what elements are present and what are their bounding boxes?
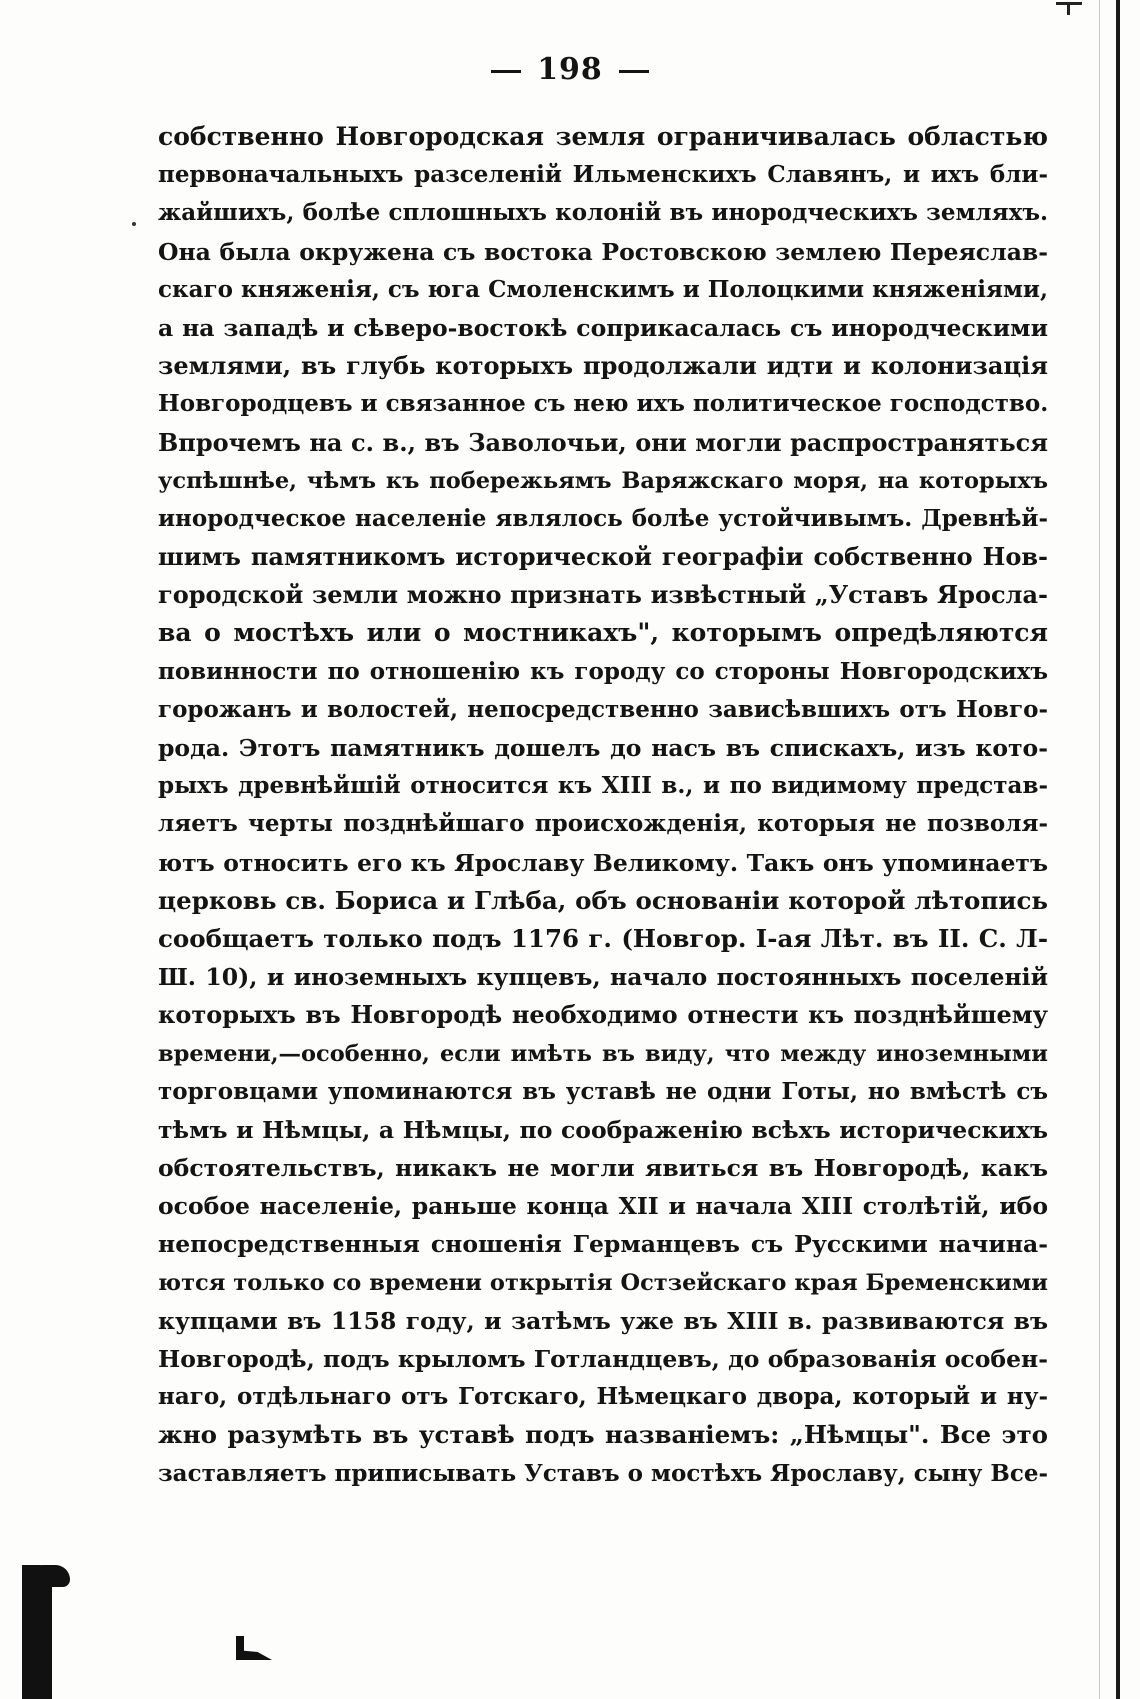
text-line: Она была окружена съ востока Ростовскою землею Переяслав-	[158, 237, 1048, 266]
scan-ink-blot-left	[22, 1565, 52, 1699]
text-line: обстоятельствъ, никакъ не могли явиться въ Новгородѣ, какъ	[158, 1154, 1048, 1183]
text-line: ются только со времени открытія Остзейскаго края Бременскими	[158, 1269, 1048, 1296]
text-line: первоначальныхъ разселеній Ильменскихъ Славянъ, и ихъ бли-	[158, 161, 1048, 189]
page-number-dash-right	[619, 70, 649, 73]
text-line: непосредственныя сношенія Германцевъ съ Русскими начина-	[158, 1230, 1048, 1259]
scan-margin-dot	[132, 222, 136, 226]
text-line: особое населеніе, раньше конца XII и начала XIII столѣтій, ибо	[158, 1192, 1048, 1221]
text-line: скаго княженія, съ юга Смоленскимъ и Полоцкими княженіями,	[158, 275, 1048, 303]
text-line: рода. Этотъ памятникъ дошелъ до насъ въ спискахъ, изъ кото-	[158, 734, 1048, 762]
text-line: Новгородцевъ и связанное съ нею ихъ политическое господство.	[158, 390, 1048, 418]
text-line: а на западѣ и сѣверо-востокѣ соприкасалась съ инородческими	[158, 313, 1048, 342]
text-line: Впрочемъ на с. в., въ Заволочьи, они могли распространяться	[158, 427, 1048, 457]
text-line: успѣшнѣе, чѣмъ къ побережьямъ Варяжскаго моря, на которыхъ	[158, 467, 1048, 494]
text-line: рыхъ древнѣйшій относится къ XIII в., и по видимому представ-	[158, 772, 1048, 800]
scan-ink-blot-bottom	[236, 1636, 274, 1660]
text-line: купцами въ 1158 году, и затѣмъ уже въ XIII в. развиваются въ	[158, 1306, 1048, 1335]
text-line: собственно Новгородская земля ограничивалась областью	[158, 122, 1048, 151]
page-number-header	[0, 52, 1140, 87]
text-line: повинности по отношенію къ городу со стороны Новгородскихъ	[158, 657, 1048, 685]
text-line: шимъ памятникомъ исторической географіи собственно Нов-	[158, 542, 1048, 572]
text-line: церковь св. Бориса и Глѣба, объ основаніи которой лѣтопись	[158, 885, 1048, 915]
scan-edge-faint-line	[1099, 0, 1100, 1699]
text-line: которыхъ въ Новгородѣ необходимо отнести къ позднѣйшему	[158, 1000, 1048, 1030]
text-line: ва о мостѣхъ или о мостникахъ", которымъ опредѣляются	[158, 618, 1048, 648]
text-line: инородческое населеніе являлось болѣе устойчивымъ. Древнѣй-	[158, 504, 1048, 532]
text-line: жно разумѣть въ уставѣ подъ названіемъ: „Нѣмцы". Все это	[158, 1420, 1048, 1450]
text-line: землями, въ глубь которыхъ продолжали идти и колонизація	[158, 351, 1048, 381]
text-line: горожанъ и волостей, непосредственно зависѣвшихъ отъ Новго-	[158, 695, 1048, 723]
text-line: торговцами упоминаются въ уставѣ не одни Готы, но вмѣстѣ съ	[158, 1077, 1048, 1105]
text-line: Ш. 10), и иноземныхъ купцевъ, начало постоянныхъ поселеній	[158, 963, 1048, 992]
text-line: тѣмъ и Нѣмцы, а Нѣмцы, по соображенію всѣхъ историческихъ	[158, 1115, 1048, 1144]
text-line: ютъ относить его къ Ярославу Великому. Такъ онъ упоминаетъ	[158, 848, 1048, 877]
page-number: 198	[537, 52, 603, 87]
text-line: Новгородѣ, подъ крыломъ Готландцевъ, до образованія особен-	[158, 1345, 1048, 1373]
page-number-dash-left	[491, 70, 521, 73]
text-line: городской земли можно признать извѣстный „Уставъ Яросла-	[158, 580, 1048, 610]
text-line: жайшихъ, болѣе сплошныхъ колоній въ инородческихъ земляхъ.	[158, 199, 1048, 227]
text-line: ляетъ черты позднѣйшаго происхожденія, которыя не позволя-	[158, 810, 1048, 838]
text-line: наго, отдѣльнаго отъ Готскаго, Нѣмецкаго двора, который и ну-	[158, 1383, 1048, 1411]
body-text	[158, 118, 1048, 1493]
scan-edge-shadow	[1116, 0, 1120, 1699]
text-line: сообщаетъ только подъ 1176 г. (Новгор. I-ая Лѣт. въ II. С. Л-	[158, 923, 1048, 953]
text-line: заставляетъ приписывать Уставъ о мостѣхъ Ярославу, сыну Все-	[158, 1459, 1048, 1487]
scan-top-mark	[1056, 2, 1082, 15]
text-line: времени,—особенно, если имѣть въ виду, что между иноземными	[158, 1040, 1048, 1067]
